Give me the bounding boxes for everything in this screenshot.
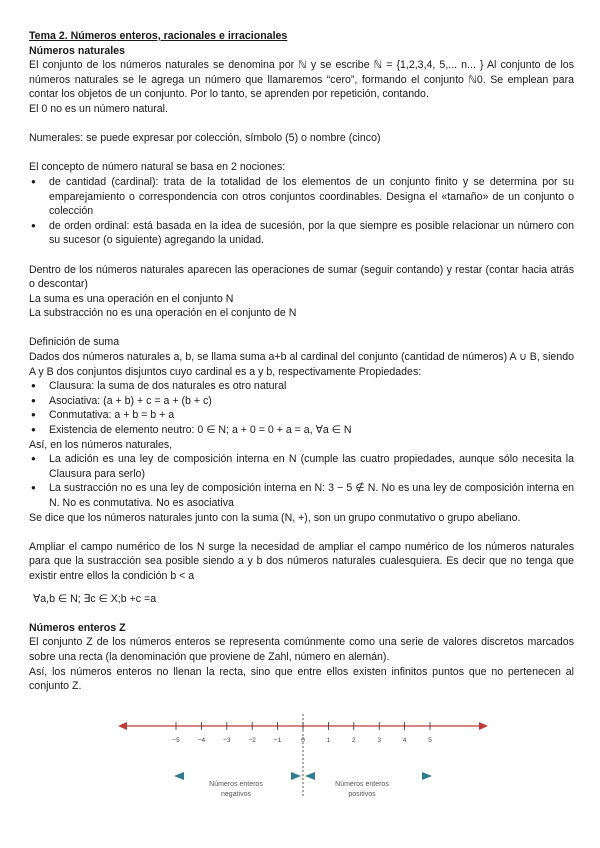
paragraph: El conjunto Z de los números enteros se representa comúnmente como una serie de valores discretos marcados sobre una recta (la denominación que proviene de Zahl, número en alemán).	[29, 636, 574, 663]
pos-label-line1: Números enteros	[335, 781, 389, 788]
heading-naturales: Números naturales	[29, 44, 125, 57]
paragraph: Dentro de los números naturales aparecen las operaciones de sumar (seguir contando) y restar (contar hacia atrás o descontar)	[29, 263, 574, 291]
propiedades-list	[29, 379, 574, 437]
heading-enteros: Números enteros Z	[29, 621, 126, 634]
arrow-right-icon	[479, 722, 488, 730]
list-item: ● La adición es una ley de composición interna en N (cumple las cuatro propiedades, aunque sólo necesita la Clausura para serlo)	[49, 452, 574, 481]
paragraph: Así, en los números naturales,	[29, 438, 173, 451]
paragraph: La substracción no es una operación en el conjunto de N	[29, 307, 297, 320]
tick-label: 3	[377, 737, 382, 744]
list-item: ● La sustracción no es una ley de composición interna en N: 3 − 5 ∉ N. No es una ley de composición interna en N. No es conmutativa. No es asociativa	[49, 481, 574, 510]
list-item: ● de orden ordinal: está basada en la idea de sucesión, por la que siempre es posible relacionar un número con su sucesor (o siguiente) agregando la unidad.	[49, 219, 574, 248]
tick-label: −3	[223, 737, 231, 744]
paragraph: El concepto de número natural se basa en 2 nociones:	[29, 161, 286, 174]
paragraph: El conjunto de los números naturales se denomina por ℕ y se escribe ℕ = {1,2,3,4, 5,... n... } Al conjunto de los números naturales se le agrega un número que llamaremos “cero”, formando el conjunto ℕ0. Se emplean para contar los objetos de un conjunto. Por lo tanto, se aprenden por repetición, contando.	[29, 59, 574, 101]
list-item: ● Existencia de elemento neutro: 0 ∈ N; a + 0 = 0 + a = a, ∀a ∈ N	[49, 423, 574, 438]
number-line-figure	[118, 712, 488, 822]
paragraph: La suma es una operación en el conjunto N	[29, 292, 234, 305]
tick-label: −1	[273, 737, 282, 744]
paragraph: Se dice que los números naturales junto con la suma (N, +), son un grupo conmutativo o grupo abeliano.	[29, 511, 521, 524]
page-title: Tema 2. Números enteros, racionales e irracionales	[29, 30, 288, 42]
list-item: ● Clausura: la suma de dos naturales es otro natural	[49, 379, 574, 394]
paragraph: Dados dos números naturales a, b, se llama suma a+b al cardinal del conjunto (cantidad de números) A ∪ B, siendo A y B dos conjuntos disjuntos cuyo cardinal es a y b, respectivamente Propiedades:	[29, 351, 574, 378]
tick-label: −4	[197, 737, 206, 744]
list-item: ● Asociativa: (a + b) + c = a + (b + c)	[49, 394, 574, 409]
tick-label: 4	[402, 737, 407, 744]
formula: ∀a,b ∈ N; ∃c ∈ X;b +c =a	[33, 592, 157, 605]
paragraph: Así, los números enteros no llenan la recta, sino que entre ellos existen infinitos puntos que no pertenecen al conjunto Z.	[29, 665, 574, 693]
tick-label: 1	[326, 737, 331, 744]
neg-label-line2: negativos	[221, 791, 251, 798]
ticks-group	[172, 722, 432, 744]
list-item: ● Conmutativa: a + b = b + a	[49, 408, 574, 423]
tick-label: 5	[428, 737, 432, 744]
neg-arrow-left-icon	[174, 772, 184, 780]
leyes-list	[29, 452, 574, 510]
tick-label: 2	[351, 737, 356, 744]
pos-arrow-right-icon	[422, 772, 432, 780]
pos-label-line2: positivos	[348, 791, 376, 798]
subheading-def-suma: Definición de suma	[29, 336, 120, 349]
tick-label: −2	[248, 737, 256, 744]
list-item: ● de cantidad (cardinal): trata de la totalidad de los elementos de un conjunto finito y se determina por su emparejamiento o correspondencia con otros conjuntos coordinables. Designa el «tamaño» de un conjunto o colección	[49, 175, 574, 219]
paragraph: Ampliar el campo numérico de los N surge la necesidad de ampliar el campo numérico de los números naturales para que la sustracción sea posible siendo a y b dos números naturales cualesquiera. Es decir que no tenga que existir entre ellos la condición b < a	[29, 540, 574, 582]
neg-arrow-right-icon	[291, 772, 301, 780]
tick-label: −5	[172, 737, 180, 744]
tick-label: 0	[301, 737, 305, 744]
paragraph: El 0 no es un número natural.	[29, 102, 168, 115]
document-page	[29, 29, 574, 694]
paragraph: Numerales: se puede expresar por colección, símbolo (5) o nombre (cinco)	[29, 132, 381, 145]
nociones-list	[29, 175, 574, 248]
neg-label-line1: Números enteros	[209, 781, 263, 788]
pos-arrow-left-icon	[305, 772, 315, 780]
arrow-left-icon	[118, 722, 127, 730]
